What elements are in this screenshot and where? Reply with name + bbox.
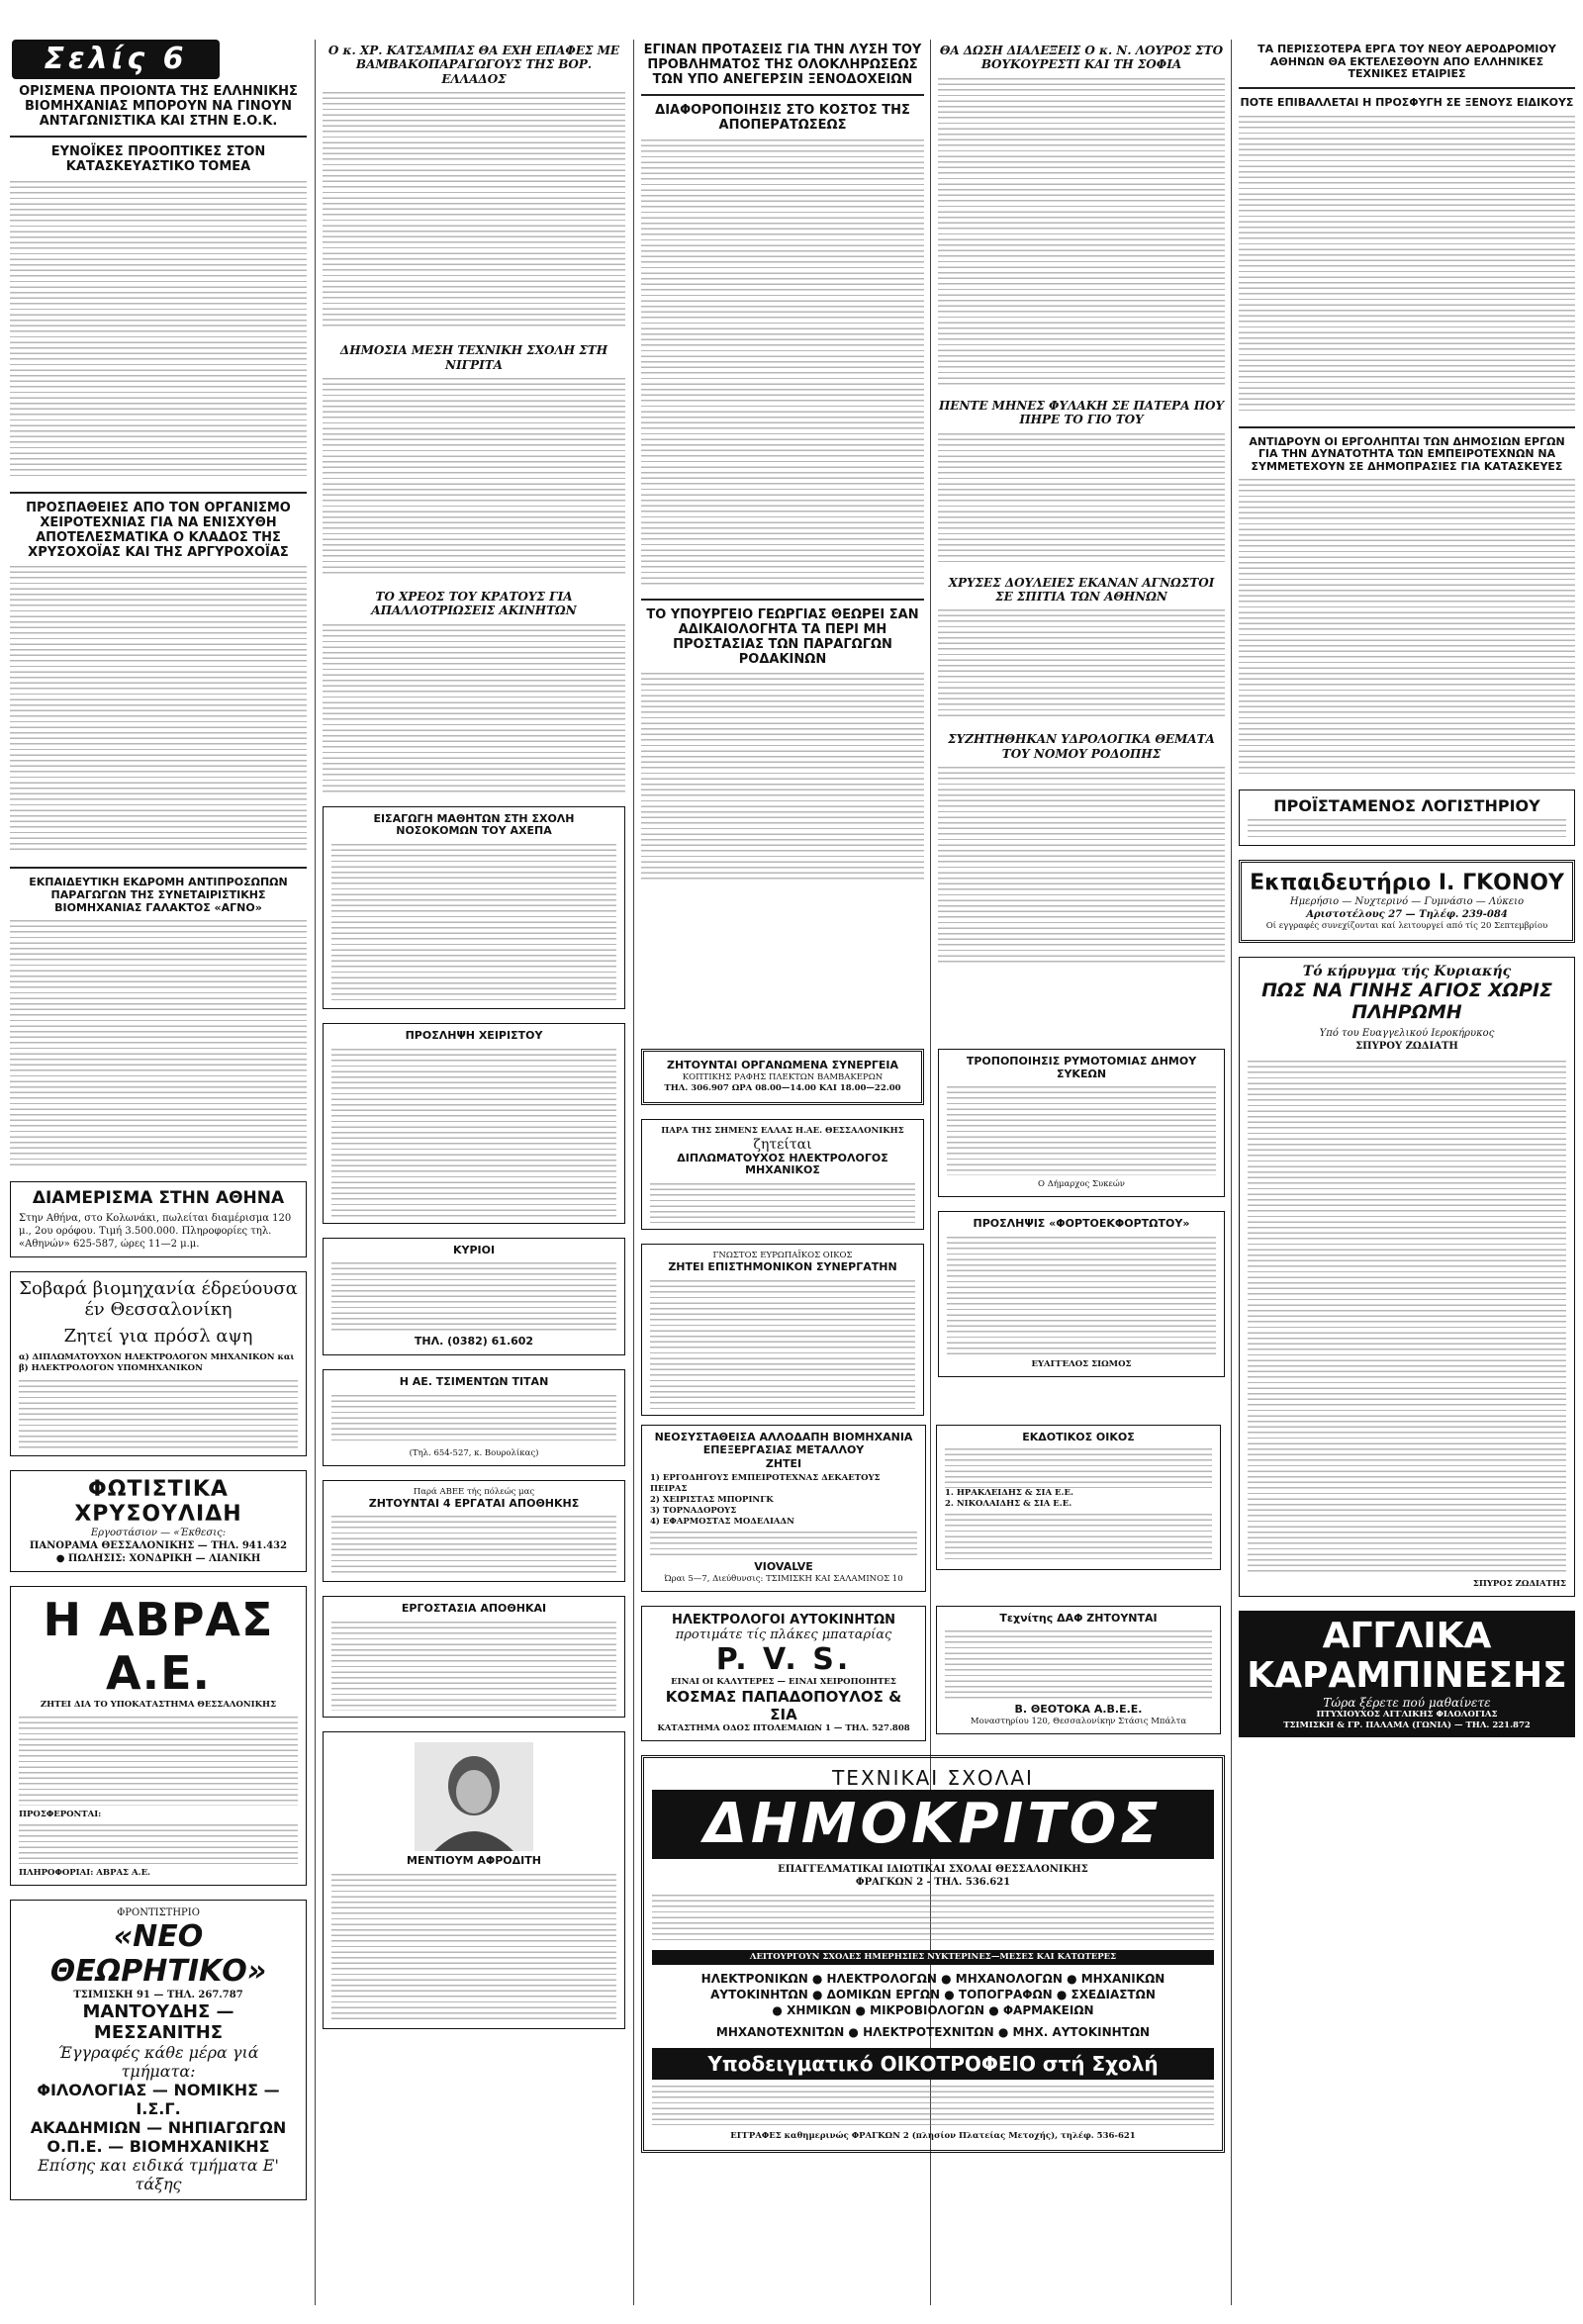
ad-avras: Η ΑΒΡΑΣ Α.Ε. ΖΗΤΕΙ ΔΙΑ ΤΟ ΥΠΟΚΑΤΑΣΤΗΜΑ ΘΕΣΣΑΛΟΝΙΚΗΣ ΠΡΟΣΦΕΡΟΝΤΑΙ: ΠΛΗΡΟΦΟΡΙΑΙ: ΑΒΡΑΣ Α.Ε.: [10, 1586, 307, 1886]
subheadline-construction: ΕΥΝΟΪΚΕΣ ΠΡΟΟΠΤΙΚΕΣ ΣΤΟΝ ΚΑΤΑΣΚΕΥΑΣΤΙΚΟ ΤΟΜΕΑ: [50, 143, 266, 174]
ad-metal-list: [650, 1473, 917, 1528]
list-item: 2. ΝΙΚΟΛΑΙΔΗΣ & ΣΙΑ Ε.Ε.: [945, 1498, 1072, 1509]
headline-agno-trip: ΕΚΠΑΙΔΕΥΤΙΚΗ ΕΚΔΡΟΜΗ ΑΝΤΙΠΡΟΣΩΠΩΝ ΠΑΡΑΓΩΓΩΝ ΤΗΣ ΣΥΝΕΤΑΙΡΙΣΤΙΚΗΣ ΒΙΟΜΗΧΑΝΙΑΣ ΓΑΛΑΚΤΟΣ «ΑΓΝΟ»: [29, 876, 288, 914]
subheadline-experts: ΠΟΤΕ ΕΠΙΒΑΛΛΕΤΑΙ Η ΠΡΟΣΦΥΓΗ ΣΕ ΞΕΝΟΥΣ ΕΙΔΙΚΟΥΣ: [1240, 95, 1574, 109]
ad-aphrodite-title: ΜΕΝΤΙΟΥΜ ΑΦΡΟΔΙΤΗ: [407, 1853, 541, 1867]
headline-nigrita-school: ΔΗΜΟΣΙΑ ΜΕΣΗ ΤΕΧΝΙΚΗ ΣΧΟΛΗ ΣΤΗ ΝΙΓΡΙΤΑ: [339, 343, 608, 372]
headline-contractors: ΑΝΤΙΔΡΟΥΝ ΟΙ ΕΡΓΟΛΗΠΤΑΙ ΤΩΝ ΔΗΜΟΣΙΩΝ ΕΡΓΩΝ ΓΙΑ ΤΗΝ ΔΥΝΑΤΟΤΗΤΑ ΤΩΝ ΕΜΠΕΙΡΟΤΕΧΝΩΝ ΝΑ ΣΥΜΜΕΤΕΧΟΥΝ ΣΕ ΔΗΜΟΠΡΑΣΙΕΣ ΓΙΑ ΚΑΤΑΣΚΕΥΕΣ: [1249, 434, 1565, 473]
ad-fotistika: ΦΩΤΙΣΤΙΚΑ ΧΡΥΣΟΥΛΙΔΗ Εργοστάσιον — «Έκθεσις: ΠΑΝΟΡΑΜΑ ΘΕΣΣΑΛΟΝΙΚΗΣ — ΤΗΛ. 941.432 ● ΠΩΛΗΣΙΣ: ΧΟΝΔΡΙΚΗ — ΛΙΑΝΙΚΗ: [10, 1470, 307, 1572]
ad-pvs: ΗΛΕΚΤΡΟΛΟΓΟΙ ΑΥΤΟΚΙΝΗΤΩΝ προτιμάτε τίς πλάκες μπαταρίας P. V. S. ΕΙΝΑΙ ΟΙ ΚΑΛΥΤΕΡΕΣ — ΕΙΝΑΙ ΧΕΙΡΟΠΟΙΗΤΕΣ ΚΟΣΜΑΣ ΠΑΠΑΔΟΠΟΥΛΟΣ & ΣΙΑ ΚΑΤΑΣΤΗΜΑ ΟΔΟΣ ΠΤΟΛΕΜΑΙΩΝ 1 — ΤΗΛ. 527.808: [641, 1606, 926, 1741]
ad-avras-title: Η ΑΒΡΑΣ Α.Ε.: [43, 1593, 274, 1701]
ad-sunergeia: ΖΗΤΟΥΝΤΑΙ ΟΡΓΑΝΩΜΕΝΑ ΣΥΝΕΡΓΕΙΑ ΚΟΠΤΙΚΗΣ ΡΑΦΗΣ ΠΛΕΚΤΩΝ ΒΑΜΒΑΚΕΡΩΝ ΤΗΛ. 306.907 ΩΡΑ 08.00—14.00 ΚΑΙ 18.00—22.00: [641, 1049, 924, 1105]
ad-karampinesis: ΑΓΓΛΙΚΑ ΚΑΡΑΜΠΙΝΕΣΗΣ Τώρα ξέρετε πού μαθαίνετε ΠΤΥΧΙΟΥΧΟΣ ΑΓΓΛΙΚΗΣ ΦΙΛΟΛΟΓΙΑΣ ΤΣΙΜΙΣΚΗ & ΓΡ. ΠΑΛΑΜΑ (ΓΩΝΙΑ) — ΤΗΛ. 221.872: [1239, 1611, 1575, 1737]
ad-gkonou-title: Εκπαιδευτήριο Ι. ΓΚΟΝΟΥ: [1250, 871, 1564, 896]
article-body: [938, 78, 1225, 385]
headline-state-debt: ΤΟ ΧΡΕΟΣ ΤΟΥ ΚΡΑΤΟΥΣ ΓΙΑ ΑΠΑΛΛΟΤΡΙΩΣΕΙΣ ΑΚΙΝΗΤΩΝ: [371, 589, 577, 618]
ad-publisher: ΕΚΔΟΤΙΚΟΣ ΟΙΚΟΣ 1. ΗΡΑΚΛΕΙΔΗΣ & ΣΙΑ Ε.Ε. 2. ΝΙΚΟΛΑΙΔΗΣ & ΣΙΑ Ε.Ε.: [936, 1425, 1221, 1570]
headline-prison: ΠΕΝΤΕ ΜΗΝΕΣ ΦΥΛΑΚΗ ΣΕ ΠΑΤΕΡΑ ΠΟΥ ΠΗΡΕ ΤΟ ΓΙΟ ΤΟΥ: [938, 398, 1225, 427]
column-1: [10, 85, 307, 2311]
column-rule: [1231, 40, 1232, 2305]
ad-apartment-text: Στην Αθήνα, στο Κολωνάκι, πωλείται διαμέρισμα 120 μ., 2ου ορόφου. Τιμή 3.500.000. Πληροφορίες τηλ. «Αθηνών» 625-587, ώρες 11—2 μ.μ.: [19, 1213, 292, 1251]
sermon: Τό κήρυγμα τής Κυριακής ΠΩΣ ΝΑ ΓΙΝΗΣ ΑΓΙΟΣ ΧΩΡΙΣ ΠΛΗΡΩΜΗ Υπό του Ευαγγελικού Ιεροκήρυκος ΣΠΥΡΟΥ ΖΩΔΙΑΤΗ ΣΠΥΡΟΣ ΖΩΔΙΑΤΗΣ: [1239, 957, 1575, 1597]
ad-frontistirio: ΦΡΟΝΤΙΣΤΗΡΙΟ «ΝΕΟ ΘΕΩΡΗΤΙΚΟ» ΤΣΙΜΙΣΚΗ 91 — ΤΗΛ. 267.787 ΜΑΝΤΟΥΔΗΣ — ΜΕΣΣΑΝΙΤΗΣ Έγγραφές κάθε μέρα γιά τμήματα: ΦΙΛΟΛΟΓΙΑΣ — ΝΟΜΙΚΗΣ — Ι.Σ.Γ. ΑΚΑΔΗΜΙΩΝ — ΝΗΠΙΑΓΩΓΩΝ Ο.Π.Ε. — ΒΙΟΜΗΧΑΝΙΚΗΣ Επίσης και ειδικά τμήματα Ε' τάξης: [10, 1900, 307, 2200]
sermon-title: ΠΩΣ ΝΑ ΓΙΝΗΣ ΑΓΙΟΣ ΧΩΡΙΣ ΠΛΗΡΩΜΗ: [1261, 979, 1552, 1024]
article-body: [938, 609, 1225, 718]
column-rule: [633, 40, 634, 2305]
ad-nursing-school: ΕΙΣΑΓΩΓΗ ΜΑΘΗΤΩΝ ΣΤΗ ΣΧΟΛΗ ΝΟΣΟΚΟΜΩΝ ΤΟΥ ΑΧΕΠΑ: [323, 806, 625, 1009]
list-item: 4) ΕΦΑΡΜΟΣΤΑΣ ΜΟΔΕΛΙΑΔΝ: [650, 1516, 794, 1527]
headline-katsampas: Ο κ. ΧΡ. ΚΑΤΣΑΜΠΑΣ ΘΑ ΕΧΗ ΕΠΑΦΕΣ ΜΕ ΒΑΜΒΑΚΟΠΑΡΑΓΩΓΟΥΣ ΤΗΣ ΒΟΡ. ΕΛΛΑΔΟΣ: [327, 44, 620, 86]
article-body: [10, 181, 307, 478]
article-body: [1239, 116, 1575, 413]
article-body: [1239, 479, 1575, 776]
ad-apartment-title: ΔΙΑΜΕΡΙΣΜΑ ΣΤΗΝ ΑΘΗΝΑ: [32, 1188, 285, 1209]
ad-operator: ΠΡΟΣΛΗΨΗ ΧΕΙΡΙΣΤΟΥ: [323, 1023, 625, 1224]
ad-siemens: ΠΑΡΑ ΤΗΣ ΣΗΜΕΝΣ ΕΛΛΑΣ Η.ΑΕ. ΘΕΣΣΑΛΟΝΙΚΗΣ ζητείται ΔΙΠΛΩΜΑΤΟΥΧΟΣ ΗΛΕΚΤΡΟΛΟΓΟΣ ΜΗΧΑΝΙΚΟΣ: [641, 1119, 924, 1230]
ad-dimokritos: ΤΕΧΝΙΚΑΙ ΣΧΟΛΑΙ ΔΗΜΟΚΡΙΤΟΣ ΕΠΑΓΓΕΛΜΑΤΙΚΑΙ ΙΔΙΩΤΙΚΑΙ ΣΧΟΛΑΙ ΘΕΣΣΑΛΟΝΙΚΗΣ ΦΡΑΓΚΩΝ 2 - ΤΗΛ. 536.621 ΛΕΙΤΟΥΡΓΟΥΝ ΣΧΟΛΕΣ ΗΜΕΡΗΣΙΕΣ ΝΥΚΤΕΡΙΝΕΣ—ΜΕΣΕΣ ΚΑΙ ΚΑΤΩΤΕΡΕΣ ΗΛΕΚΤΡΟΝΙΚΩΝ ● ΗΛΕΚΤΡΟΛΟΓΩΝ ● ΜΗΧΑΝΟΛΟΓΩΝ ● ΜΗΧΑΝΙΚΩΝ ΑΥΤΟΚΙΝΗΤΩΝ ● ΔΟΜΙΚΩΝ ΕΡΓΩΝ ● ΤΟΠΟΓΡΑΦΩΝ ● ΣΧΕΔΙΑΣΤΩΝ ● ΧΗΜΙΚΩΝ ● ΜΙΚΡΟΒΙΟΛΟΓΩΝ ● ΦΑΡΜΑΚΕΙΩΝ ΜΗΧΑΝΟΤΕΧΝΙΤΩΝ ● ΗΛΕΚΤΡΟΤΕΧΝΙΤΩΝ ● ΜΗΧ. ΑΥΤΟΚΙΝΗΤΩΝ Υποδειγματικό ΟΙΚΟΤΡΟΦΕΙΟ στή Σχολή ΕΓΓΡΑΦΕΣ καθημερινώς ΦΡΑΓΚΩΝ 2 (πλησίον Πλατείας Μετοχής), τηλέφ. 536-621: [641, 1755, 1225, 2153]
ad-daf: Τεχνίτης ΔΑΦ ΖΗΤΟΥΝΤΑΙ Β. ΘΕΟΤΟΚΑ Α.Β.Ε.Ε. Μοναστηρίου 120, Θεσσαλονίκην Στάσις Μπάλτα: [936, 1606, 1221, 1734]
ad-industry-title: Σοβαρά βιομηχανία έδρεύουσα: [19, 1278, 298, 1300]
article-body: [10, 920, 307, 1167]
ad-rymotomia: ΤΡΟΠΟΠΟΙΗΣΙΣ ΡΥΜΟΤΟΜΙΑΣ ΔΗΜΟΥ ΣΥΚΕΩΝ Ο Δήμαρχος Συκεών: [938, 1049, 1225, 1197]
column-5: [1239, 44, 1575, 2314]
list-item: 1. ΗΡΑΚΛΕΙΔΗΣ & ΣΙΑ Ε.Ε.: [945, 1487, 1073, 1498]
ad-frontistirio-title: «ΝΕΟ ΘΕΩΡΗΤΙΚΟ»: [49, 1919, 267, 1990]
sermon-body: [1248, 1061, 1566, 1575]
page-number-badge: Σελίς 6: [12, 40, 220, 79]
ad-factories: ΕΡΓΟΣΤΑΣΙΑ ΑΠΟΘΗΚΑΙ: [323, 1596, 625, 1718]
article-body: [323, 378, 625, 576]
article-body: [938, 433, 1225, 562]
ad-publisher-list: [945, 1488, 1212, 1510]
headline-peaches: ΤΟ ΥΠΟΥΡΓΕΙΟ ΓΕΩΡΓΙΑΣ ΘΕΩΡΕΙ ΣΑΝ ΑΔΙΚΑΙΟΛΟΓΗΤΑ ΤΑ ΠΕΡΙ ΜΗ ΠΡΟΣΤΑΣΙΑΣ ΤΩΝ ΠΑΡΑΓΩΓΩΝ ΡΟΔΑΚΙΝΩΝ: [646, 606, 919, 667]
article-body: [323, 92, 625, 329]
headline-greek-industry: ΟΡΙΣΜΕΝΑ ΠΡΟΪΟΝΤΑ ΤΗΣ ΕΛΛΗΝΙΚΗΣ ΒΙΟΜΗΧΑΝΙΑΣ ΜΠΟΡΟΥΝ ΝΑ ΓΙΝΟΥΝ ΑΝΤΑΓΩΝΙΣΤΙΚΑ ΚΑΙ ΣΤΗΝ Ε.Ο.Κ.: [19, 85, 298, 129]
ad-apartment: [10, 1181, 307, 1257]
ad-fotistika-title: ΦΩΤΙΣΤΙΚΑ ΧΡΥΣΟΥΛΙΔΗ: [74, 1477, 242, 1528]
ad-dimokritos-logo: ΔΗΜΟΚΡΙΤΟΣ: [652, 1790, 1214, 1859]
ad-fortoekfortotou: ΠΡΟΣΛΗΨΙΣ «ΦΟΡΤΟΕΚΦΟΡΤΩΤΟΥ» ΕΥΑΓΓΕΛΟΣ ΣΙΩΜΟΣ: [938, 1211, 1225, 1377]
headline-rodopi: ΣΥΖΗΤΗΘΗΚΑΝ ΥΔΡΟΛΟΓΙΚΑ ΘΕΜΑΤΑ ΤΟΥ ΝΟΜΟΥ ΡΟΔΟΠΗΣ: [948, 732, 1215, 761]
portrait-icon: [415, 1742, 533, 1851]
article-body: [641, 673, 924, 881]
headline-airport: ΤΑ ΠΕΡΙΣΣΟΤΕΡΑ ΕΡΓΑ ΤΟΥ ΝΕΟΥ ΑΕΡΟΔΡΟΜΙΟΥ ΑΘΗΝΩΝ ΘΑ ΕΚΤΕΛΕΣΘΟΥΝ ΑΠΟ ΕΛΛΗΝΙΚΕΣ ΤΕΧΝΙΚΕΣ ΕΤΑΙΡΙΕΣ: [1257, 44, 1556, 81]
ad-karampinesis-title: ΑΓΓΛΙΚΑ ΚΑΡΑΜΠΙΝΕΣΗΣ: [1247, 1616, 1567, 1697]
ad-abee-workers: Παρά ΑΒΕΕ τής πόλεώς μας ΖΗΤΟΥΝΤΑΙ 4 ΕΡΓΑΤΑΙ ΑΠΟΘΗΚΗΣ: [323, 1480, 625, 1583]
ad-european-house: ΓΝΩΣΤΟΣ ΕΥΡΩΠΑΪΚΟΣ ΟΙΚΟΣ ΖΗΤΕΙ ΕΠΙΣΤΗΜΟΝΙΚΟΝ ΣΥΝΕΡΓΑΤΗΝ: [641, 1244, 924, 1416]
column-2: [323, 44, 625, 2314]
article-body: [641, 139, 924, 585]
ad-metal-industry: ΝΕΟΣΥΣΤΑΘΕΙΣΑ ΑΛΛΟΔΑΠΗ ΒΙΟΜΗΧΑΝΙΑ ΕΠΕΞΕΡΓΑΣΙΑΣ ΜΕΤΑΛΛΟΥ ΖΗΤΕΙ 1) ΕΡΓΟΔΗΓΟΥΣ ΕΜΠΕΙΡΟΤΕΧΝΑΣ ΔΕΚΑΕΤΟΥΣ ΠΕΙΡΑΣ 2) ΧΕΙΡΙΣΤΑΣ ΜΠΟΡΙΝΓΚ 3) ΤΟΡΝΑΔΟΡΟΥΣ 4) ΕΦΑΡΜΟΣΤΑΣ ΜΟΔΕΛΙΑΔΝ VIOVALVE Ώραι 5—7, Διεύθυνσις: ΤΣΙΜΙΣΚΗ ΚΑΙ ΣΑΛΑΜΙΝΟΣ 10: [641, 1425, 926, 1592]
ad-kyrioi: ΚΥΡΙΟΙ ΤΗΛ. (0382) 61.602: [323, 1238, 625, 1355]
ad-pvs-logo: P. V. S.: [715, 1641, 852, 1677]
headline-hotels: ΕΓΙΝΑΝ ΠΡΟΤΑΣΕΙΣ ΓΙΑ ΤΗΝ ΛΥΣΗ ΤΟΥ ΠΡΟΒΛΗΜΑΤΟΣ ΤΗΣ ΟΛΟΚΛΗΡΩΣΕΩΣ ΤΩΝ ΥΠΟ ΑΝΕΓΕΡΣΙΝ ΞΕΝΟΔΟΧΕΙΩΝ: [643, 44, 922, 87]
headline-goldsmiths: ΠΡΟΣΠΑΘΕΙΕΣ ΑΠΟ ΤΟΝ ΟΡΓΑΝΙΣΜΟ ΧΕΙΡΟΤΕΧΝΙΑΣ ΓΙΑ ΝΑ ΕΝΙΣΧΥΘΗ ΑΠΟΤΕΛΕΣΜΑΤΙΚΑ Ο ΚΛΑΔΟΣ ΤΗΣ ΧΡΥΣΟΧΟΪΑΣ ΚΑΙ ΤΗΣ ΑΡΓΥΡΟΧΟΪΑΣ: [26, 500, 291, 560]
ad-gkonou: Εκπαιδευτήριο Ι. ΓΚΟΝΟΥ Ημερήσιο — Νυχτερινό — Γυμνάσιο — Λύκειο Αριστοτέλους 27 — Τηλέφ. 239-084 Οί εγγραφές συνεχίζονται καί λειτουργεί από τίς 20 Σεπτεμβρίου: [1239, 860, 1575, 943]
list-item: 1) ΕΡΓΟΔΗΓΟΥΣ ΕΜΠΕΙΡΟΤΕΧΝΑΣ ΔΕΚΑΕΤΟΥΣ ΠΕΙΡΑΣ: [650, 1472, 881, 1494]
ad-titan: Η ΑΕ. ΤΣΙΜΕΝΤΩΝ ΤΙΤΑΝ (Τηλ. 654-527, κ. Βουρολίκας): [323, 1369, 625, 1466]
article-body: [10, 566, 307, 853]
ad-accountant: ΠΡΟΪΣΤΑΜΕΝΟΣ ΛΟΓΙΣΤΗΡΙΟΥ: [1239, 790, 1575, 846]
list-item: 3) ΤΟΡΝΑΔΟΡΟΥΣ: [650, 1505, 737, 1516]
headline-burglaries: ΧΡΥΣΕΣ ΔΟΥΛΕΙΕΣ ΕΚΑΝΑΝ ΑΓΝΩΣΤΟΙ ΣΕ ΣΠΙΤΙΑ ΤΩΝ ΑΘΗΝΩΝ: [948, 575, 1215, 604]
lower-ads-region: [641, 1425, 1225, 2305]
ad-body: [19, 1380, 298, 1449]
column-rule: [315, 40, 316, 2305]
list-item: 2) ΧΕΙΡΙΣΤΑΣ ΜΠΟΡΙΝΓΚ: [650, 1494, 774, 1505]
ad-aphrodite: [323, 1731, 625, 2029]
article-body: [938, 767, 1225, 965]
ad-body: [19, 1717, 298, 1806]
article-body: [323, 624, 625, 792]
headline-louros: ΘΑ ΔΩΣΗ ΔΙΑΛΕΞΕΙΣ Ο κ. Ν. ΛΟΥΡΟΣ ΣΤΟ ΒΟΥΚΟΥΡΕΣΤΙ ΚΑΙ ΤΗ ΣΟΦΙΑ: [939, 44, 1224, 72]
subheadline-cost: ΔΙΑΦΟΡΟΠΟΙΗΣΙΣ ΣΤΟ ΚΟΣΤΟΣ ΤΗΣ ΑΠΟΠΕΡΑΤΩΣΕΩΣ: [655, 102, 910, 133]
ad-industry: Σοβαρά βιομηχανία έδρεύουσα έν Θεσσαλονίκη Ζητεί για πρόσλ αψη α) ΔΙΠΛΩΜΑΤΟΥΧΟΝ ΗΛΕΚΤΡΟΛΟΓΟΝ ΜΗΧΑΝΙΚΟΝ και β) ΗΛΕΚΤΡΟΛΟΓΟΝ ΥΠΟΜΗΧΑΝΙΚΟΝ: [10, 1271, 307, 1456]
ad-industry-sub: Ζητεί για πρόσλ αψη: [63, 1326, 253, 1348]
column-3: [641, 44, 924, 1043]
